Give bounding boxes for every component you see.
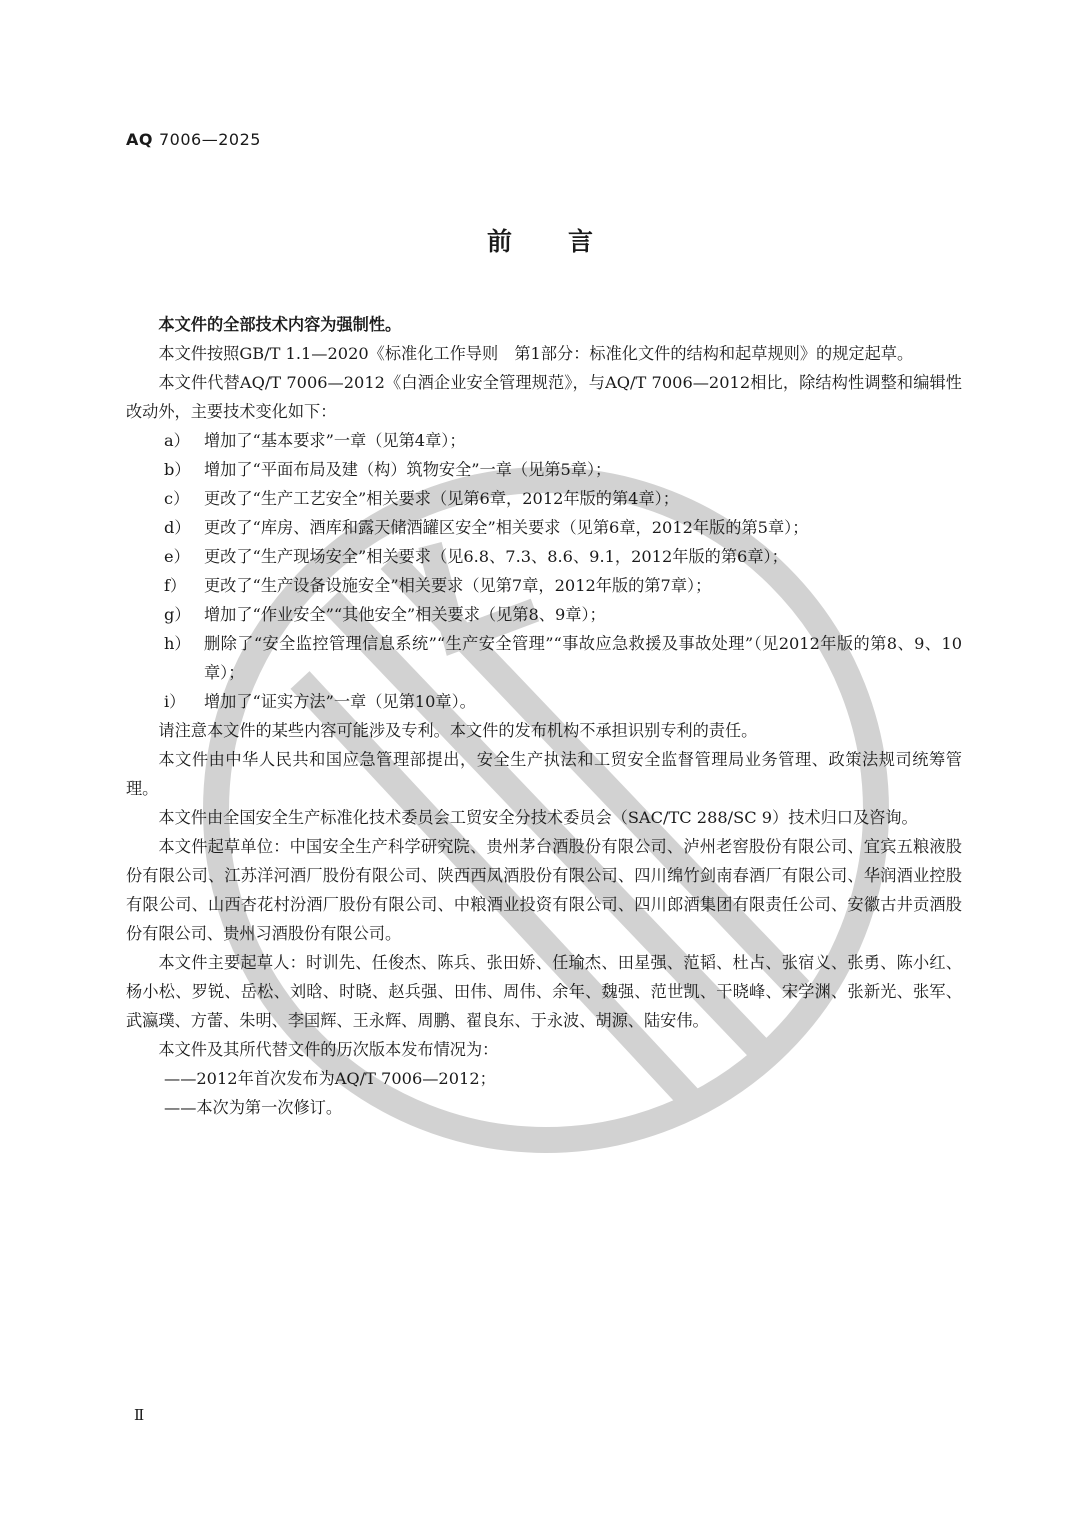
history-item: ——2012年首次发布为AQ/T 7006—2012； [164, 1069, 496, 1088]
drafting-rules-paragraph: 本文件按照GB/T 1.1—2020《标准化工作导则 第1部分：标准化文件的结构和起草规则》的规定起草。 [158, 344, 914, 363]
list-item: e） 更改了“生产现场安全”相关要求（见6.8、7.3、8.6、9.1，2012年版的第6章）； [164, 547, 788, 566]
changes-list [126, 426, 962, 716]
history-item: ——本次为第一次修订。 [164, 1098, 343, 1117]
list-item: i） 增加了“证实方法”一章（见第10章）。 [164, 692, 476, 711]
drafting-units-paragraph: 本文件起草单位：中国安全生产科学研究院、贵州茅台酒股份有限公司、泸州老窖股份有限公司、宜宾五粮液股份有限公司、江苏洋河酒厂股份有限公司、陕西西凤酒股份有限公司、四川绵竹剑南春酒厂有限公司、华润酒业控股有限公司、山西杏花村汾酒厂股份有限公司、中粮酒业投资有限公司、四川郎酒集团有限责任公司、安徽古井贡酒股份有限公司、贵州习酒股份有限公司。 [126, 837, 962, 943]
list-item: g） 增加了“作业安全”“其他安全”相关要求（见第8、9章）； [164, 605, 606, 624]
page-title: 前言 [486, 227, 649, 256]
list-item: c） 更改了“生产工艺安全”相关要求（见第6章，2012年版的第4章）； [164, 489, 679, 508]
standard-number: 7006—2025 [158, 130, 261, 149]
standard-code [126, 130, 261, 149]
replacement-paragraph: 本文件代替AQ/T 7006—2012《白酒企业安全管理规范》，与AQ/T 7006—2012相比，除结构性调整和编辑性改动外，主要技术变化如下： [126, 373, 962, 421]
proposer-paragraph: 本文件由中华人民共和国应急管理部提出，安全生产执法和工贸安全监督管理局业务管理、政策法规司统筹管理。 [126, 750, 962, 798]
mandatory-statement: 本文件的全部技术内容为强制性。 [158, 315, 402, 334]
list-item: d） 更改了“库房、酒库和露天储酒罐区安全”相关要求（见第6章，2012年版的第5章）； [164, 518, 809, 537]
list-item: b） 增加了“平面布局及建（构）筑物安全”一章（见第5章）； [164, 460, 612, 479]
standard-prefix: AQ [126, 130, 153, 149]
committee-paragraph: 本文件由全国安全生产标准化技术委员会工贸安全分技术委员会（SAC/TC 288/SC 9）技术归口及咨询。 [158, 808, 918, 827]
patent-notice: 请注意本文件的某些内容可能涉及专利。本文件的发布机构不承担识别专利的责任。 [158, 721, 758, 740]
foreword-body [126, 310, 962, 1122]
page-number: Ⅱ [134, 1406, 145, 1424]
history-intro: 本文件及其所代替文件的历次版本发布情况为： [158, 1040, 499, 1059]
drafters-paragraph: 本文件主要起草人：时训先、任俊杰、陈兵、张田娇、任瑜杰、田星强、范韬、杜占、张宿义、张勇、陈小红、杨小松、罗锐、岳松、刘晗、时晓、赵兵强、田伟、周伟、余年、魏强、范世凯、干晓峰、宋学渊、张新光、张军、武瀛璞、方蕾、朱明、李国辉、王永辉、周鹏、翟良东、于永波、胡源、陆安伟。 [126, 953, 962, 1030]
list-item: h） 删除了“安全监控管理信息系统”“生产安全管理”“事故应急救援及事故处理”（见2012年版的第8、9、10章）； [164, 634, 962, 682]
list-item: f） 更改了“生产设备设施安全”相关要求（见第7章，2012年版的第7章）； [164, 576, 712, 595]
list-item: a） 增加了“基本要求”一章（见第4章）； [164, 431, 466, 450]
